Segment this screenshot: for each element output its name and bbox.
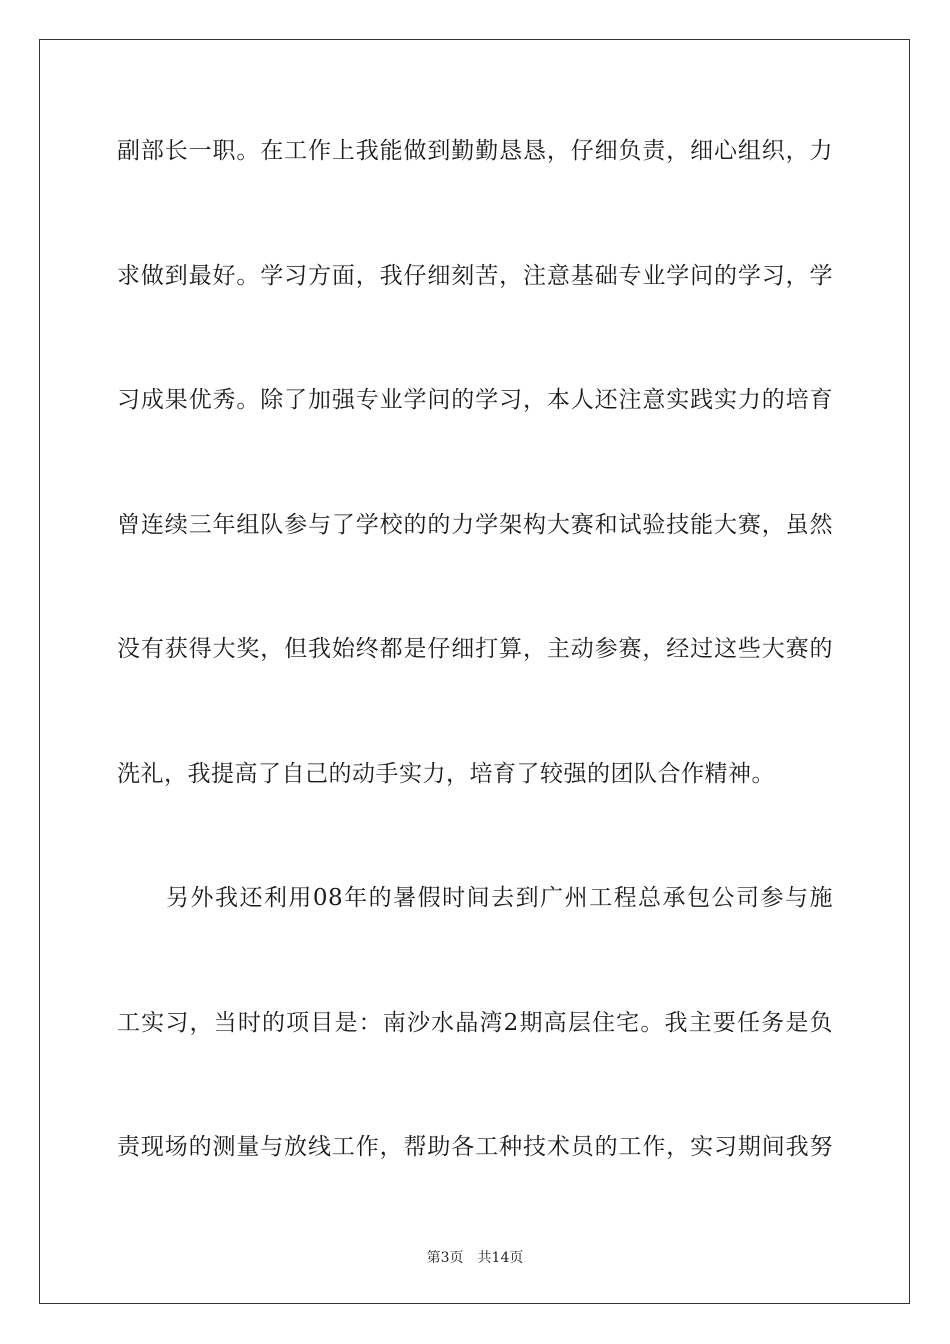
text-line-7: 另外我还利用08年的暑假时间去到广州工程总承包公司参与施 xyxy=(117,885,833,911)
text-line-8: 工实习，当时的项目是：南沙水晶湾2期高层住宅。我主要任务是负 xyxy=(117,1010,833,1036)
page-number: 第3页 xyxy=(426,1250,464,1266)
page-footer xyxy=(0,1247,950,1267)
text-line-5: 没有获得大奖，但我始终都是仔细打算，主动参赛，经过这些大赛的 xyxy=(117,636,833,662)
text-line-9: 责现场的测量与放线工作，帮助各工种技术员的工作，实习期间我努 xyxy=(117,1134,833,1160)
text-line-2: 求做到最好。学习方面，我仔细刻苦，注意基础专业学问的学习，学 xyxy=(117,263,833,289)
text-line-3: 习成果优秀。除了加强专业学问的学习，本人还注意实践实力的培育 xyxy=(117,387,833,413)
text-line-6: 洗礼，我提高了自己的动手实力，培育了较强的团队合作精神。 xyxy=(117,761,775,787)
text-line-1: 副部长一职。在工作上我能做到勤勤恳恳，仔细负责，细心组织，力 xyxy=(117,138,833,164)
page-border xyxy=(39,39,910,1304)
total-pages: 共14页 xyxy=(477,1250,524,1266)
text-line-4: 曾连续三年组队参与了学校的的力学架构大赛和试验技能大赛，虽然 xyxy=(117,512,833,538)
